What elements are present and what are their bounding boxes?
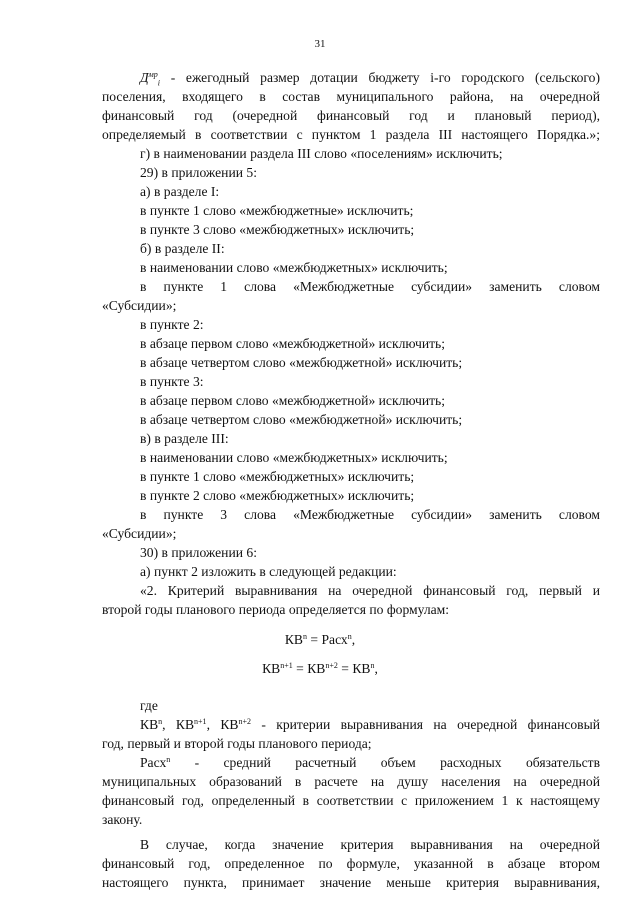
paragraph-line: год, первый и второй годы планового периода; xyxy=(102,736,372,751)
paragraph-line: б) в разделе II: xyxy=(140,241,225,256)
formula-1: $КВ^n$ = Расх$^n$, xyxy=(284,632,356,647)
paragraph-line: Расх$^n$ - средний расчетный объем расходных обязательств xyxy=(140,755,600,770)
paragraph-line: в наименовании слово «межбюджетных» исключить; xyxy=(140,260,448,275)
paragraph-line: В случае, когда значение критерия выравнивания на очередной xyxy=(140,837,600,852)
paragraph-line: в пункте 1 слова «Межбюджетные субсидии» заменить словом xyxy=(140,279,600,294)
paragraph-line: определяемый в соответствии с пунктом 1 раздела III настоящего Порядка.»; xyxy=(102,127,600,142)
paragraph-line: финансовый год, определенное по формуле, указанной в абзаце втором xyxy=(102,856,600,871)
paragraph-line: второй годы планового периода определяется по формулам: xyxy=(102,602,450,617)
paragraph-line: $Д^{мр}_i$ - ежегодный размер дотации бюджету i-го городского (сельского) xyxy=(140,70,600,88)
paragraph-line: в пункте 3 слово «межбюджетных» исключить; xyxy=(140,222,415,237)
paragraph-line: в абзаце четвертом слово «межбюджетной» исключить; xyxy=(140,355,463,370)
paragraph-line: муниципальных образований в расчете на душу населения на очередной xyxy=(102,774,600,789)
paragraph-line: в абзаце первом слово «межбюджетной» исключить; xyxy=(140,393,446,408)
paragraph-line: финансовый год, определенный в соответствии с приложением 1 к настоящему xyxy=(102,793,600,808)
paragraph-line: в наименовании слово «межбюджетных» исключить; xyxy=(140,450,448,465)
paragraph-line: $КВ^n$, $КВ^{n+1}$, $КВ^{n+2}$ - критерии выравнивания на очередной финансовый xyxy=(140,717,600,732)
paragraph-line: в абзаце первом слово «межбюджетной» исключить; xyxy=(140,336,446,351)
paragraph-line: в пункте 2 слово «межбюджетных» исключить; xyxy=(140,488,415,503)
paragraph-line: настоящего пункта, принимает значение меньше критерия выравнивания, xyxy=(102,875,600,890)
paragraph-line: финансовый год (очередной финансовый год и плановый период), xyxy=(102,108,600,123)
dotation-symbol: $Д^{мр}_i$ xyxy=(140,70,160,88)
paragraph-line: в пункте 3 слова «Межбюджетные субсидии» заменить словом xyxy=(140,507,600,522)
paragraph-line: 29) в приложении 5: xyxy=(140,165,257,180)
paragraph-line: а) в разделе I: xyxy=(140,184,220,199)
page-number: 31 xyxy=(314,38,326,50)
paragraph-line: 30) в приложении 6: xyxy=(140,545,257,560)
paragraph-line: «Субсидии»; xyxy=(102,298,177,313)
paragraph-line: в абзаце четвертом слово «межбюджетной» исключить; xyxy=(140,412,463,427)
paragraph-line: где xyxy=(140,698,158,713)
paragraph-line: а) пункт 2 изложить в следующей редакции: xyxy=(140,564,397,579)
paragraph-line: поселения, входящего в состав муниципального района, на очередной xyxy=(102,89,600,104)
paragraph-line: «2. Критерий выравнивания на очередной финансовый год, первый и xyxy=(140,583,600,598)
paragraph-line: в пункте 1 слово «межбюджетные» исключить; xyxy=(140,203,414,218)
paragraph-line: в пункте 2: xyxy=(140,317,204,332)
paragraph-line: в) в разделе III: xyxy=(140,431,229,446)
paragraph-line: в пункте 3: xyxy=(140,374,204,389)
paragraph-line: в пункте 1 слово «межбюджетных» исключить; xyxy=(140,469,415,484)
formula-2: $КВ^{n+1} = КВ^{n+2} = КВ^n$, xyxy=(262,661,378,676)
paragraph-line: закону. xyxy=(102,812,143,827)
paragraph-line: г) в наименовании раздела III слово «поселениям» исключить; xyxy=(140,146,503,161)
paragraph-line: «Субсидии»; xyxy=(102,526,177,541)
